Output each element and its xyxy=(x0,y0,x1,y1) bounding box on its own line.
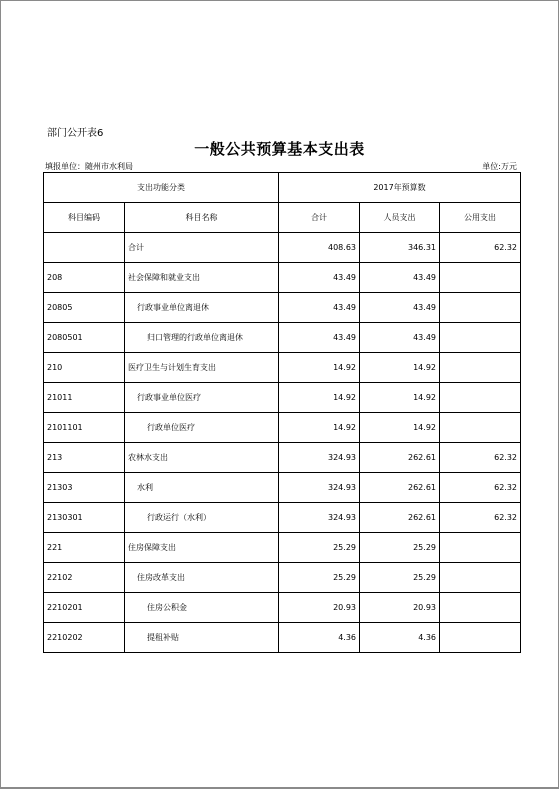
row-total: 324.93 xyxy=(279,473,360,503)
reporting-unit: 填报单位：随州市水利局 xyxy=(45,162,133,171)
column-header-row xyxy=(44,203,521,233)
row-personnel: 25.29 xyxy=(360,563,440,593)
form-label: 部门公开表6 xyxy=(47,128,104,139)
row-name: 农林水支出 xyxy=(125,443,279,473)
row-name: 住房公积金 xyxy=(125,593,279,623)
row-public xyxy=(440,293,521,323)
row-personnel: 14.92 xyxy=(360,383,440,413)
row-personnel: 25.29 xyxy=(360,533,440,563)
row-total: 324.93 xyxy=(279,443,360,473)
table-row xyxy=(44,563,521,593)
row-personnel: 14.92 xyxy=(360,413,440,443)
row-total: 14.92 xyxy=(279,413,360,443)
row-name: 行政事业单位医疗 xyxy=(125,383,279,413)
row-public xyxy=(440,353,521,383)
row-name: 行政事业单位离退休 xyxy=(125,293,279,323)
row-name: 住房改革支出 xyxy=(125,563,279,593)
row-total: 14.92 xyxy=(279,353,360,383)
row-total: 43.49 xyxy=(279,263,360,293)
table-row xyxy=(44,323,521,353)
row-name: 合计 xyxy=(125,233,279,263)
row-public xyxy=(440,593,521,623)
row-code: 210 xyxy=(44,353,125,383)
row-code: 22102 xyxy=(44,563,125,593)
row-name: 社会保障和就业支出 xyxy=(125,263,279,293)
header-personnel: 人员支出 xyxy=(360,203,440,233)
row-public xyxy=(440,623,521,653)
row-total: 14.92 xyxy=(279,383,360,413)
budget-table xyxy=(43,172,521,653)
row-personnel: 262.61 xyxy=(360,443,440,473)
table-row xyxy=(44,473,521,503)
row-public xyxy=(440,383,521,413)
row-personnel: 43.49 xyxy=(360,323,440,353)
row-name: 行政单位医疗 xyxy=(125,413,279,443)
row-public: 62.32 xyxy=(440,473,521,503)
row-public: 62.32 xyxy=(440,503,521,533)
row-total: 20.93 xyxy=(279,593,360,623)
row-code: 2210201 xyxy=(44,593,125,623)
row-code: 208 xyxy=(44,263,125,293)
row-code: 2210202 xyxy=(44,623,125,653)
table-row xyxy=(44,533,521,563)
row-code: 213 xyxy=(44,443,125,473)
row-public xyxy=(440,413,521,443)
row-code: 21303 xyxy=(44,473,125,503)
row-total: 43.49 xyxy=(279,293,360,323)
row-personnel: 346.31 xyxy=(360,233,440,263)
row-total: 25.29 xyxy=(279,563,360,593)
row-name: 住房保障支出 xyxy=(125,533,279,563)
row-public xyxy=(440,323,521,353)
row-personnel: 43.49 xyxy=(360,263,440,293)
row-total: 324.93 xyxy=(279,503,360,533)
row-name: 水利 xyxy=(125,473,279,503)
row-total: 25.29 xyxy=(279,533,360,563)
table-row xyxy=(44,293,521,323)
row-code: 21011 xyxy=(44,383,125,413)
table-row xyxy=(44,443,521,473)
row-personnel: 4.36 xyxy=(360,623,440,653)
row-name: 归口管理的行政单位离退休 xyxy=(125,323,279,353)
row-public xyxy=(440,263,521,293)
row-name: 提租补贴 xyxy=(125,623,279,653)
row-name: 医疗卫生与计划生育支出 xyxy=(125,353,279,383)
row-personnel: 262.61 xyxy=(360,503,440,533)
page-title: 一般公共预算基本支出表 xyxy=(194,140,365,158)
table-row xyxy=(44,413,521,443)
table-row xyxy=(44,383,521,413)
row-total: 43.49 xyxy=(279,323,360,353)
row-public: 62.32 xyxy=(440,443,521,473)
row-public xyxy=(440,563,521,593)
row-personnel: 20.93 xyxy=(360,593,440,623)
header-budget-2017: 2017年预算数 xyxy=(279,173,521,203)
header-public: 公用支出 xyxy=(440,203,521,233)
header-code: 科目编码 xyxy=(44,203,125,233)
table-row xyxy=(44,623,521,653)
row-public: 62.32 xyxy=(440,233,521,263)
row-total: 4.36 xyxy=(279,623,360,653)
row-code: 2130301 xyxy=(44,503,125,533)
row-code xyxy=(44,233,125,263)
row-personnel: 43.49 xyxy=(360,293,440,323)
row-code: 2101101 xyxy=(44,413,125,443)
header-total: 合计 xyxy=(279,203,360,233)
row-name: 行政运行（水利） xyxy=(125,503,279,533)
group-header-row xyxy=(44,173,521,203)
row-public xyxy=(440,533,521,563)
table-row xyxy=(44,233,521,263)
row-personnel: 262.61 xyxy=(360,473,440,503)
row-personnel: 14.92 xyxy=(360,353,440,383)
header-functional-classification: 支出功能分类 xyxy=(44,173,279,203)
row-total: 408.63 xyxy=(279,233,360,263)
header-name: 科目名称 xyxy=(125,203,279,233)
row-code: 20805 xyxy=(44,293,125,323)
table-row xyxy=(44,263,521,293)
row-code: 2080501 xyxy=(44,323,125,353)
table-row xyxy=(44,353,521,383)
table-row xyxy=(44,593,521,623)
currency-unit: 单位:万元 xyxy=(482,162,517,171)
table-row xyxy=(44,503,521,533)
row-code: 221 xyxy=(44,533,125,563)
